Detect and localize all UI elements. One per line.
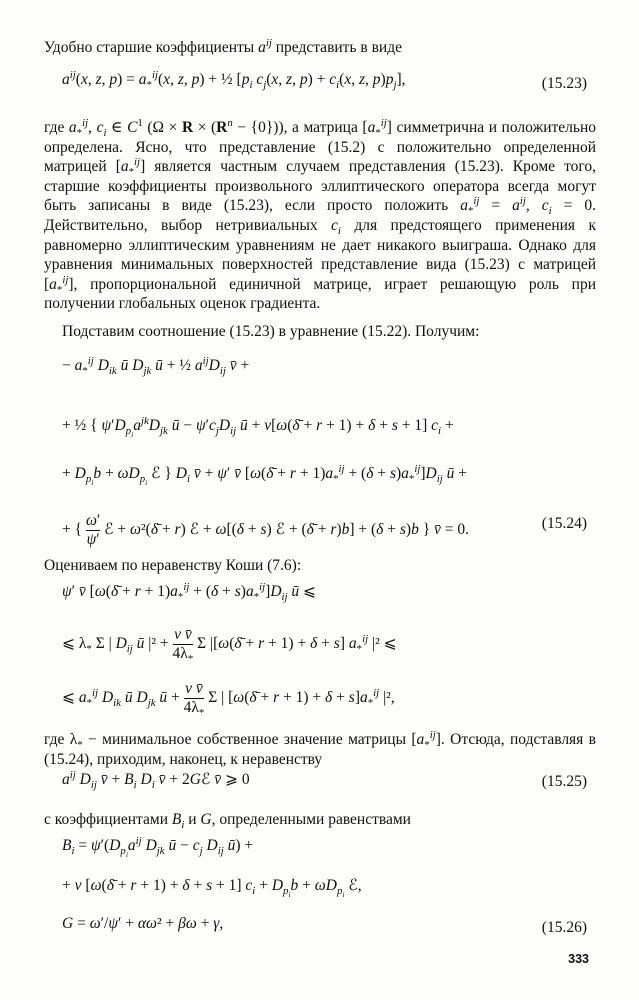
equation-number-15-23: (15.23) — [541, 75, 587, 92]
page-number: 333 — [568, 952, 589, 967]
equation-15-24-line-4: + { ω′ ψ′ ℰ + ω²(δ̄ + r) ℰ + ω[(δ + s) ℰ + (δ̄ + r)b] + (δ + s)b } v̄ = 0. — [62, 512, 470, 548]
paragraph-2: Подставим соотношение (15.23) в уравнение (15.22). Получим: — [62, 323, 480, 340]
intro-text: Удобно старшие коэффициенты $a^{ij}$ представить в виде — [44, 36, 402, 56]
equation-15-24-line-2: + ½ { $\psi'D_{p_i}a^{jk}D_{jk}$ ū − $\psi'c_jD_{ij}$ ū + v[ω(δ̄ + r + 1) + δ + s + 1] $c_i$ + — [62, 414, 454, 440]
inequality-line-1: ψ′ v̄ [ω(δ̄ + $r + 1)a_*^{ij} + (\delta + s)a_*^{ij}]D_{ij}$ ū ⩽ — [62, 580, 317, 604]
inequality-line-3: ⩽ $a_*^{ij}$ $D_{ik}$ ū $D_{jk}$ ū + $\frac{\text{v v̄}}{4\lambda_*}$ Σ | [ω(δ̄ + $r + 1) + \delta + s]a_*^{ij}$ |², — [62, 680, 395, 720]
equation-number-15-25: (15.25) — [541, 773, 587, 790]
equation-15-25: $a^{ij}$ $D_{ij}$ v̄ + $B_i$ $D_i$ v̄ + 2Gℰ v̄ ⩾ 0 — [62, 768, 250, 792]
equation-15-26-line-2: + v [ω(δ̄ + r + 1) + δ + s + 1] $c_i + D_{p_i}b + \omega D_{p_i}$ ℰ, — [62, 877, 362, 900]
paragraph-1: где $a_*^{ij}$, $c_i$ ∈ $C^1$ $(\Omega \times R \times (R^n - \{0\}))$, а матрица $[a_*^{ij}]$ симметрична и положительно определена. Ясно, что представление (15.2) с положительно определенной матрицей $[a_*^{ij}]$ является частным случаем представления (15.23). Кроме того, старшие коэффициенты произвольного эллиптического оператора всегда могут быть записаны в виде (15.23), если просто положить $a_*^{ij} = a^{ij}$, $c_i = 0$. Действительно, выбор нетривиальных $c_i$ для предстоящего применения к равномерно эллиптическим уравнениям не дает никакого выиграша. Однако для уравнения минимальных поверхностей представление вида (15.23) с матрицей $[a_*^{ij}]$, пропорциональной единичной матрице, играет решающую роль при получении глобальных оценок градиента. — [44, 116, 596, 313]
equation-number-15-26: (15.26) — [541, 919, 587, 936]
equation-15-24-line-3: + $D_{p_i}b + \omega D_{p_i}$ ℰ } $D_i$ v̄ + ψ′ v̄ [ω(δ̄ + $r + 1)a_*^{ij} + (\delta + s)a_*^{ij}]D_{ij}$ ū + — [62, 462, 468, 488]
equation-15-26-line-1: $B_i = \psi'(D_{p_i}a^{ij}$ $D_{jk}$ ū − $c_j$ $D_{ij}$ ū) + — [62, 834, 254, 860]
inequality-line-2: ⩽ $\lambda_*$ Σ | $D_{ij}$ ū $|^2 + \frac{\text{v v̄}}{4\lambda_*}$ Σ |[ω(δ̄ + r + 1) + δ + s] $a_*^{ij}$ |² ⩽ — [62, 626, 397, 666]
paragraph-4: где $\lambda_*$ − минимальное собственное значение матрицы $[a_*^{ij}]$. Отсюда, подставляя в (15.24), приходим, наконец, к неравенству — [44, 728, 597, 768]
paragraph-3: Оцениваем по неравенству Коши (7.6): — [44, 557, 302, 574]
paragraph-5: с коэффициентами $B_i$ и G, определенными равенствами — [44, 811, 411, 832]
equation-15-23: $a^{ij}(x$, z, $p) = a_*^{ij}(x$, z, p) + ½ [$p_i$ $c_j(x$, z, $p) + c_i(x$, z, $p)p_j$], — [62, 68, 406, 92]
equation-15-24-line-1: − $a_*^{ij}$ $D_{ik}$ ū $D_{jk}$ ū + ½ $a^{ij}D_{ij}$ v̄ + — [62, 354, 250, 378]
equation-number-15-24: (15.24) — [541, 515, 587, 532]
equation-15-26-line-3: G = ω′/ψ′ + αω² + βω + γ, — [62, 915, 224, 932]
